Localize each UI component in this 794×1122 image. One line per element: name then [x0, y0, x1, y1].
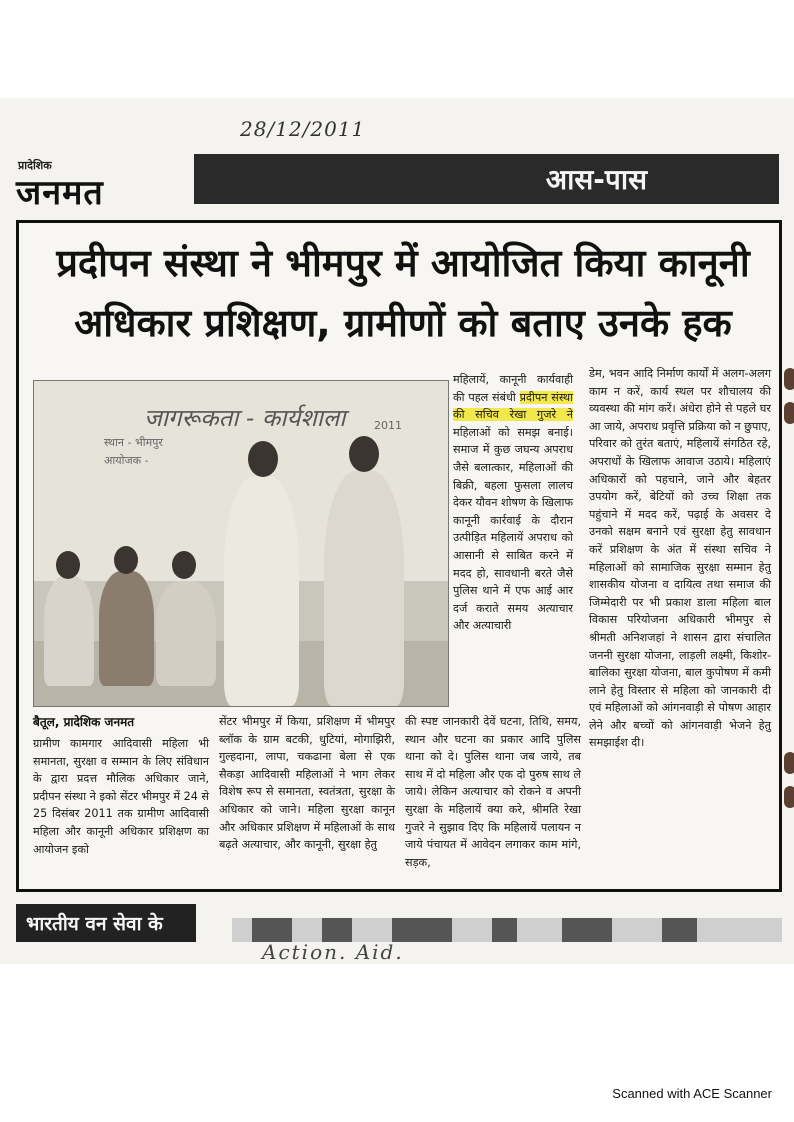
edge-mark-1: [784, 368, 794, 390]
stripe-3: [392, 918, 452, 942]
column-4: डेम, भवन आदि निर्माण कार्यों में अलग-अलग काम न करें, कार्य स्थल पर शौचालय की व्यवस्था की मांग करें। अंधेरा होने से पहले घर आ जाये, अपराध प्रवृत्ति प्रक्रिया को न छुपाए, परिवार को तुरंत बताएं, महिलायें संगठित रहे, अपराधों के खिलाफ आवाज उठाये। महिलाएं अधिकारों को पहचाने, जाने और बेहतर उपयोग करें, बेटियों को उच्च शिक्षा तक पहुंचाने में मदद करें, पढ़ाई के अवसर दे उनको सक्षम बनाने एवं सुरक्षा हेतु सावधान करें प्रशिक्षण के अंत में संस्था सचिव ने महिलाओं को सामाजिक सुरक्षा सम्मान हेतु शासकीय योजना व दायित्व तथा समाज की जिम्मेदारी पर भी प्रकाश डाला महिला बाल विकास परियोजना अधिकारी भीमपुर से श्रीमती अनिशजहां ने शासन द्वारा संचालित जननी सुरक्षा योजना, लाड़ली लक्ष्मी, किशोर-बालिका सुरक्षा योजना, बाल कुपोषण में कमी लाने हेतु विस्तार से महिला को जानकारी दी एवं महिलाओं को आंगनवाड़ी से पोषण आहार लेने और बच्चों को आंगनवाड़ी भेजने हेतु समझाईश दी।: [589, 367, 771, 750]
column-3-text-post: महिलाओं को समझ बनाई। समाज में कुछ जघन्य अपराध जैसे बलात्कार, महिलाओं की बिक्री, बहला फुसला लालच देकर यौवन शोषण के खिलाफ कानूनी कार्रवाई के दौरान उत्पीड़ित महिलायें अपराध को आसानी से साबित करने में मदद हो, सावधानी बरते जैसे पुलिस थाने में एफ आई आर दर्ज कराते समय अत्याचार और अत्याचारी: [453, 425, 573, 633]
photo-banner-line-1: स्थान - भीमपुर: [104, 436, 163, 449]
scanner-watermark: Scanned with ACE Scanner: [612, 1086, 772, 1101]
edge-mark-3: [784, 752, 794, 774]
byline: बैतूल, प्रादेशिक जनमत: [33, 715, 135, 729]
article-photo: [33, 380, 449, 707]
next-article-headline-box: [16, 904, 196, 942]
handwritten-date: 28/12/2011: [240, 117, 366, 141]
column-3-upper: [453, 371, 573, 635]
stripe-6: [662, 918, 697, 942]
masthead-name: जनमत: [16, 173, 104, 213]
edge-mark-2: [784, 402, 794, 424]
column-3-lower: की स्पष्ट जानकारी देवें घटना, तिथि, समय, स्थान और घटना का प्रकार आदि पुलिस थाना को दे। पुलिस थाना जब जाये, तब साथ में दो महिला और एक दो पुरुष साथ ले जाये। लेकिन अत्याचार को रोकने व अपनी सुरक्षा के महिलायें क्या करे, श्रीमति रेखा गुजरे ने सुझाव दिए कि महिलायें पलायन न जाये पंचायत में आवेदन लगाकर काम मांगे, सड़क,: [405, 715, 581, 869]
seated-woman-1: [44, 576, 94, 686]
next-article-headline: भारतीय वन सेवा के: [26, 913, 163, 935]
photo-banner-date: 2011: [374, 419, 402, 432]
stripe-5: [562, 918, 612, 942]
photo-banner-line-2: आयोजक -: [104, 454, 149, 467]
seated-woman-2-head: [114, 546, 138, 574]
stripe-1: [252, 918, 292, 942]
section-title: आस-पास: [545, 163, 647, 196]
next-article-image-strip: [232, 918, 782, 942]
edge-mark-4: [784, 786, 794, 808]
seated-woman-3: [156, 581, 216, 686]
standing-woman-2-head: [349, 436, 379, 472]
headline: [33, 233, 773, 353]
column-2: सेंटर भीमपुर में किया, प्रशिक्षण में भीमपुर ब्लॉक के ग्राम बटकी, धुटियां, मोगाझिरी, गुल्हदाना, लापा, चकढाना बेला से एक सैकड़ा आदिवासी महिलाओं ने भाग लेकर विशेष रूप से समानता, स्वतंत्रता, सुरक्षा के अधिकार को जाने। महिला सुरक्षा कानून और अधिकार प्रशिक्षण में महिलाओं के साथ बढ़ते अत्याचार, और कानूनी, सुरक्षा हेतु: [219, 715, 395, 852]
seated-woman-1-head: [56, 551, 80, 579]
column-3-text-pre: महिलायें, कानूनी कार्यवाही की पहल संबंधी: [453, 373, 573, 404]
handwritten-note: Action. Aid.: [262, 940, 404, 964]
photo-banner-title: जागरूकता - कार्यशाला: [144, 404, 346, 432]
highlighted-text: प्रदीपन संस्था की सचिव रेखा गुजरे ने: [453, 390, 574, 422]
next-article-strip: [16, 898, 782, 946]
standing-woman-1-head: [248, 441, 278, 477]
headline-line-1: प्रदीपन संस्था ने भीमपुर में आयोजित किया कानूनी: [56, 241, 750, 285]
stripe-2: [322, 918, 352, 942]
standing-woman-2: [324, 471, 404, 706]
article-box: [16, 220, 782, 892]
stripe-4: [492, 918, 517, 942]
seated-woman-2: [99, 571, 154, 686]
masthead: [14, 150, 779, 216]
column-1: ग्रामीण कामगार आदिवासी महिला भी समानता, सुरक्षा व सम्मान के लिए संविधान के द्वारा प्रदत्त मौलिक अधिकार जाने, प्रदीपन संस्था ने इको सेंटर भीमपुर में 24 से 25 दिसंबर 2011 तक ग्रामीण आदिवासी महिला और कानूनी अधिकार प्रशिक्षण का आयोजन इको: [33, 737, 209, 856]
standing-woman-1: [224, 476, 299, 706]
section-bar: [194, 154, 779, 204]
masthead-logo: [14, 158, 194, 212]
headline-line-2: अधिकार प्रशिक्षण, ग्रामीणों को बताए उनके हक: [74, 301, 732, 345]
masthead-small-label: प्रादेशिक: [18, 159, 52, 172]
seated-woman-3-head: [172, 551, 196, 579]
